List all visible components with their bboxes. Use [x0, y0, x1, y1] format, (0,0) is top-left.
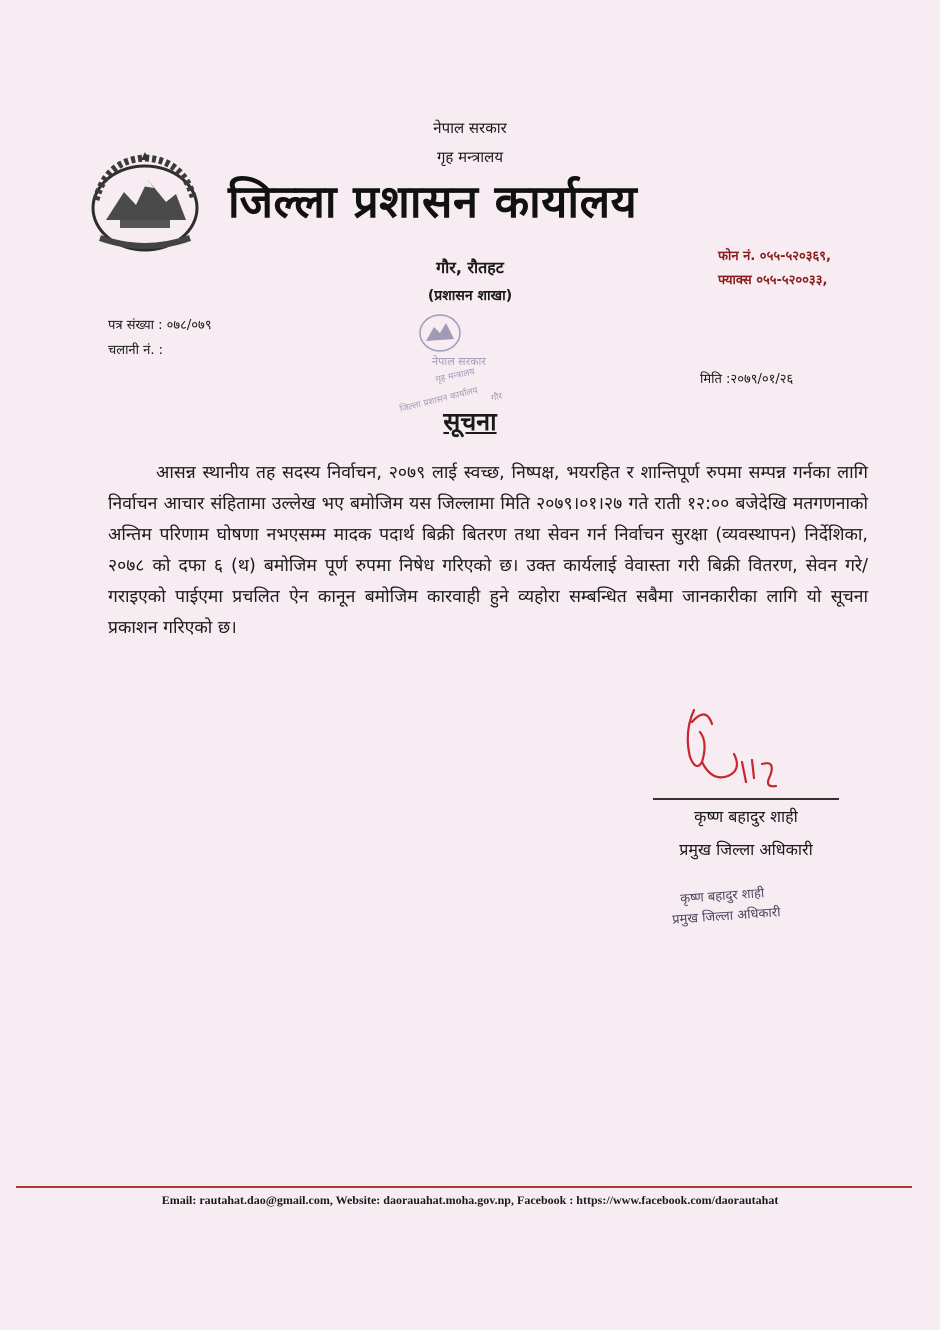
seal-line-3: जिल्ला प्रशासन कार्यालय: [398, 385, 479, 415]
fax-number: फ्याक्स ०५५-५२००३३,: [718, 273, 828, 288]
stamp-title: प्रमुख जिल्ला अधिकारी: [671, 905, 781, 928]
notice-title: सूचना: [443, 407, 497, 436]
seal-line-2: गृह मन्त्रालय: [434, 367, 476, 386]
footer-rule: [16, 1186, 912, 1188]
notice-body: आसन्न स्थानीय तह सदस्य निर्वाचन, २०७९ लाई स्वच्छ, निष्पक्ष, भयरहित र शान्तिपूर्ण रुपमा सम्पन्न गर्नका लागि निर्वाचन आचार संहितामा उल्लेख भए बमोजिम यस जिल्लामा मिति २०७९।०१।२७ गते राती १२:०० बजेदेखि मतगणनाको अन्तिम परिणाम घोषणा नभएसम्म मादक पदार्थ बिक्री बितरण तथा सेवन गर्न निर्वाचन सुरक्षा (व्यवस्थापन) निर्देशिका, २०७८ को दफा ६ (थ) बमोजिम पूर्ण रुपमा निषेध गरिएको छ। उक्त कार्यलाई वेवास्ता गरी बिक्री वितरण, सेवन गरे/गराइएको पाईएमा प्रचलित ऐन कानून बमोजिम कारवाही हुने व्यहोरा सम्बन्धित सबैमा जानकारीका लागि यो सूचना प्रकाशन गरिएको छ।: [108, 463, 868, 638]
office-branch: (प्रशासन शाखा): [427, 288, 513, 304]
office-seal-stamp: [392, 305, 542, 415]
ministry-name: गृह मन्त्रालय: [436, 148, 504, 166]
seal-line-1: नेपाल सरकार: [432, 355, 486, 368]
phone-number: फोन नं. ०५५-५२०३६९,: [718, 249, 831, 264]
office-location: गौर, रौतहट: [436, 258, 504, 277]
signature-line: [653, 798, 839, 800]
stamp-name: कृष्ण बहादुर शाही: [679, 886, 765, 907]
government-name: नेपाल सरकार: [433, 119, 507, 137]
handwritten-signature: [672, 702, 802, 797]
letter-number: पत्र संख्या : ०७८/०७९: [108, 318, 212, 333]
signatory-title: प्रमुख जिल्ला अधिकारी: [679, 840, 813, 859]
footer-contact: Email: rautahat.dao@gmail.com, Website: daorauahat.moha.gov.np, Facebook : https://www.facebook.com/daorautahat: [161, 1193, 779, 1207]
dispatch-number: चलानी नं. :: [108, 343, 164, 358]
signatory-name: कृष्ण बहादुर शाही: [694, 807, 798, 826]
notice-date: मिति :२०७९/०१/२६: [700, 372, 794, 387]
seal-line-4: गौर: [490, 391, 504, 404]
office-title: जिल्ला प्रशासन कार्यालय: [228, 175, 638, 228]
